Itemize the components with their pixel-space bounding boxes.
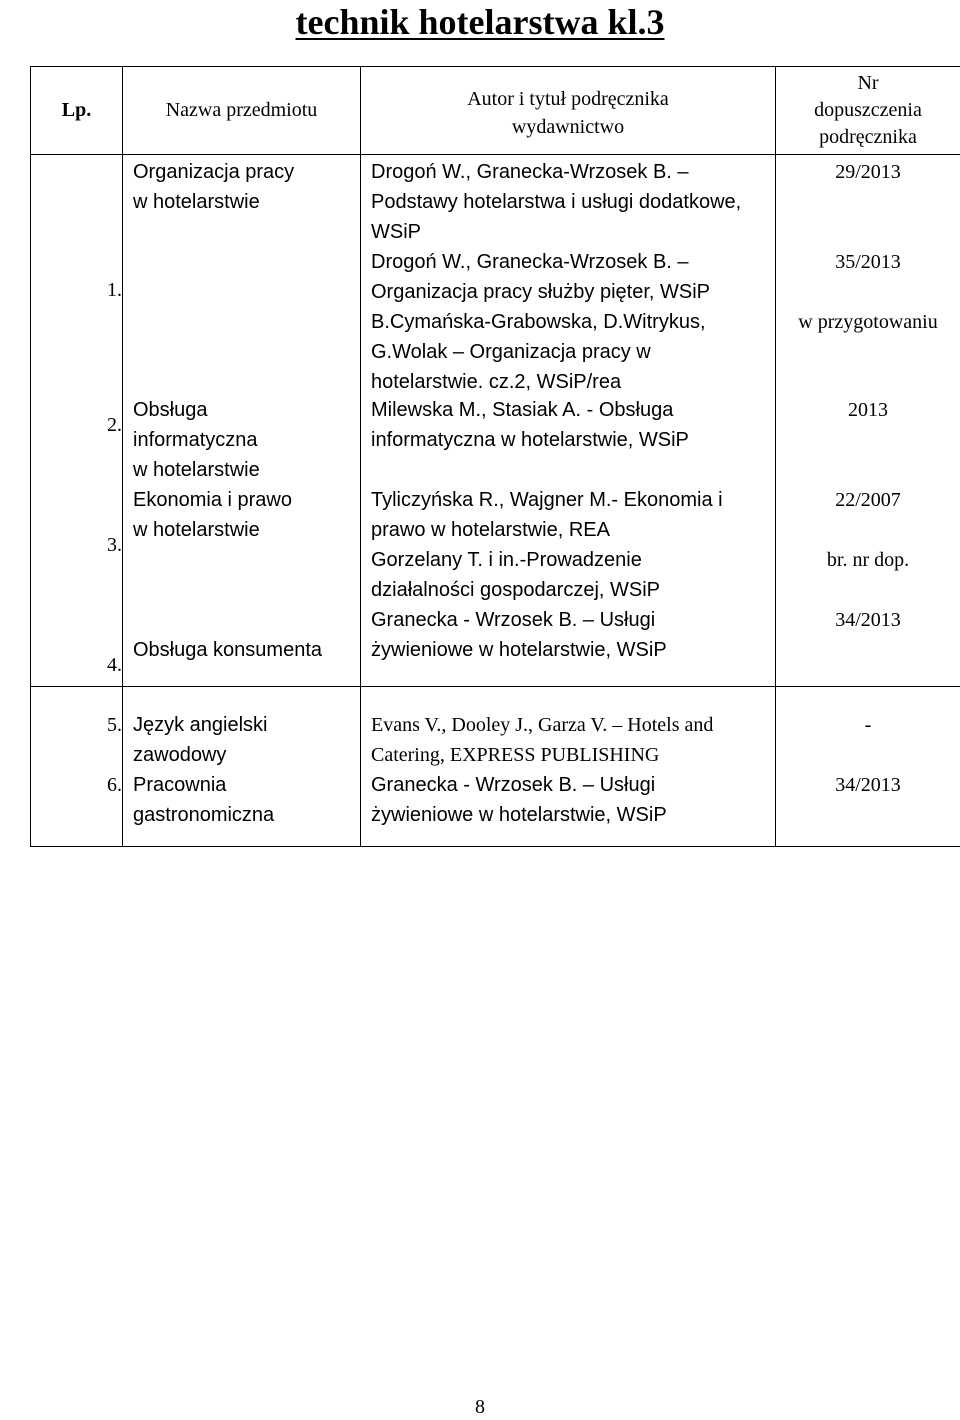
header-subject: Nazwa przedmiotu: [123, 67, 361, 155]
header-number: Nr dopuszczenia podręcznika: [776, 67, 960, 155]
lp-4: 4.: [107, 654, 122, 676]
subject-cell-group-2: Język angielski zawodowy Pracownia gastronomiczna: [123, 687, 361, 847]
author-cell-group-1: Drogoń W., Granecka-Wrzosek B. – Podstawy hotelarstwa i usługi dodatkowe, WSiP Drogoń W., Granecka-Wrzosek B. – Organizacja pracy służby pięter, WSiP B.Cymańska-Grabowska, D.Witrykus, G.Wolak – Organizacja pracy w hotelarstwie. cz.2, WSiP/rea Milewska M., Stasiak A. - Obsługa informatyczna w hotelarstwie, WSiP Tyliczyńska R., Wajgner M.- Ekonomia i prawo w hotelarstwie, REA Gorzelany T. i in.-Prowadzenie działalności gospodarczej, WSiP Granecka - Wrzosek B. – Usługi żywieniowe w hotelarstwie, WSiP: [361, 155, 776, 687]
table-row-group-1: [31, 155, 960, 687]
textbook-table: [30, 66, 960, 847]
table-header-row: [31, 67, 960, 155]
lp-2: 2.: [107, 414, 122, 436]
page-title: technik hotelarstwa kl.3: [295, 2, 665, 42]
header-author: Autor i tytuł podręcznika wydawnictwo: [361, 67, 776, 155]
page-number: 8: [475, 1396, 485, 1418]
lp-6: 6.: [107, 774, 122, 796]
subject-cell-group-1: Organizacja pracy w hotelarstwie Obsługa informatyczna w hotelarstwie Ekonomia i prawo w hotelarstwie Obsługa konsumenta: [123, 155, 361, 687]
number-cell-group-2: - 34/2013: [776, 687, 960, 847]
table-row-group-2: [31, 687, 960, 847]
lp-1: 1.: [107, 279, 122, 301]
lp-5: 5.: [107, 714, 122, 736]
number-cell-group-1: 29/2013 35/2013 w przygotowaniu 2013 22/2007 br. nr dop. 34/2013: [776, 155, 960, 687]
header-lp: Lp.: [31, 67, 123, 155]
lp-cell-group-1: [31, 155, 123, 687]
author-cell-group-2: Evans V., Dooley J., Garza V. – Hotels and Catering, EXPRESS PUBLISHING Granecka - Wrzosek B. – Usługi żywieniowe w hotelarstwie, WSiP: [361, 687, 776, 847]
lp-cell-group-2: [31, 687, 123, 847]
lp-3: 3.: [107, 534, 122, 556]
